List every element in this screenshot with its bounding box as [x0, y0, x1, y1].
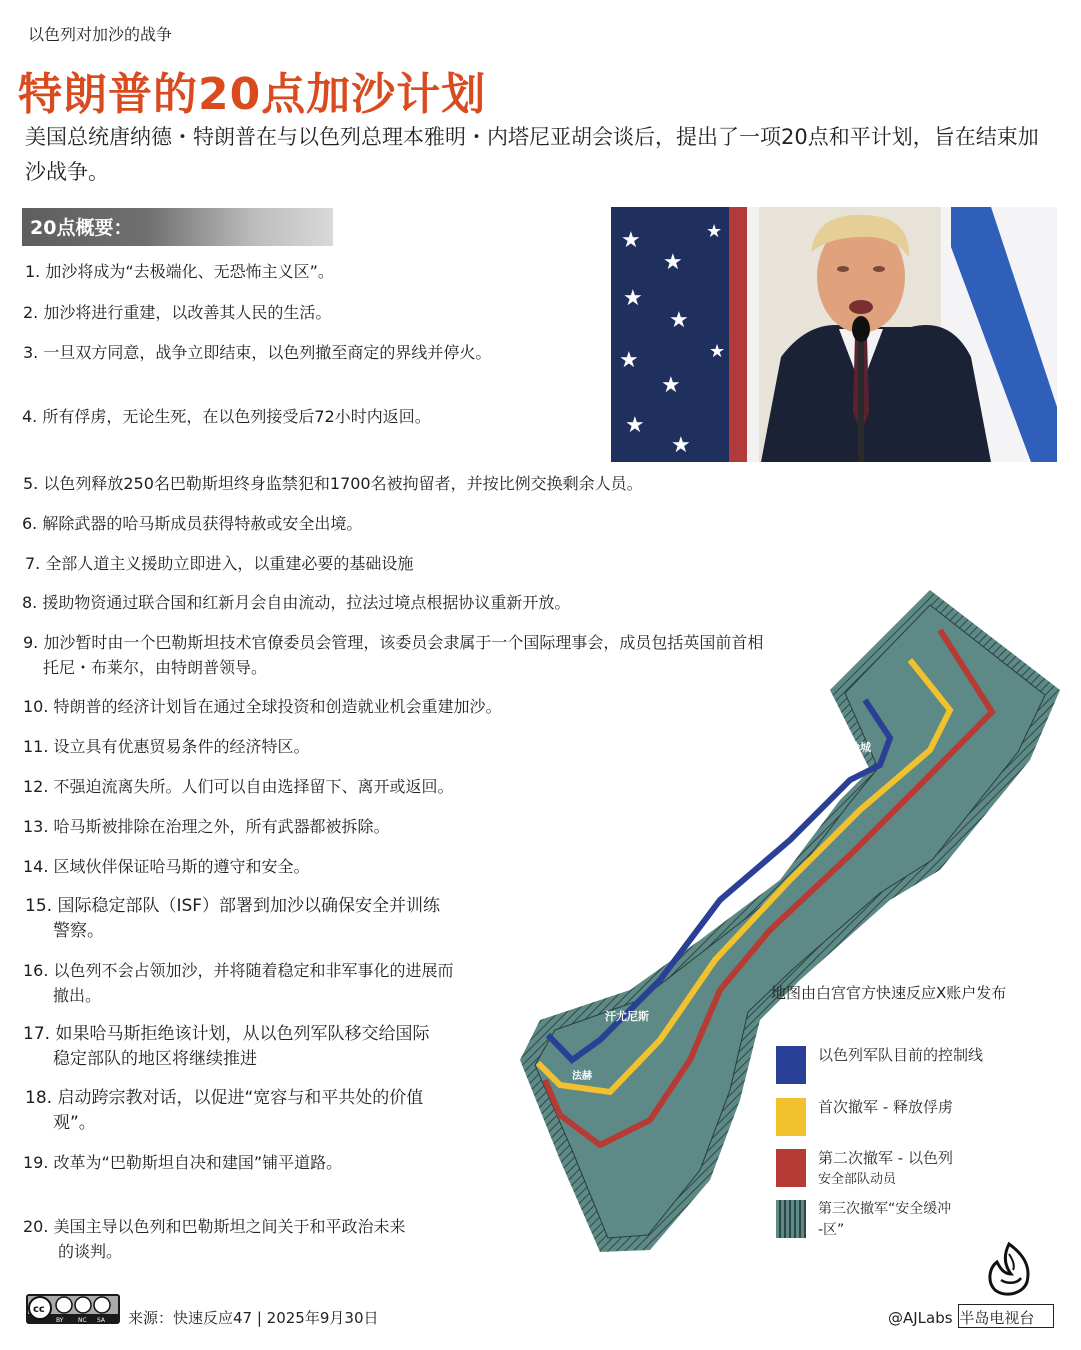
- point-2: 2. 加沙将进行重建，以改善其人民的生活。: [23, 303, 332, 322]
- svg-text:★: ★: [709, 341, 726, 362]
- legend-swatch-first-withdrawal: [776, 1098, 806, 1136]
- svg-text:★: ★: [619, 348, 639, 373]
- legend-swatch-third-withdrawal: [776, 1200, 806, 1238]
- svg-text:★: ★: [663, 250, 683, 275]
- point-4: 4. 所有俘虏，无论生死，在以色列接受后72小时内返回。: [22, 407, 431, 426]
- summary-heading: 20点概要：: [30, 217, 133, 239]
- point-15: 15. 国际稳定部队（ISF）部署到加沙以确保安全并训练 警察。: [25, 896, 441, 941]
- point-20: 20. 美国主导以色列和巴勒斯坦之间关于和平政治未来 的谈判。: [23, 1217, 406, 1261]
- point-5: 5. 以色列释放250名巴勒斯坦终身监禁犯和1700名被拘留者，并按比例交换剩余人员。: [23, 474, 643, 493]
- map-source-note: 地图由白宫官方快速反应X账户发布: [771, 984, 1007, 1002]
- point-19: 19. 改革为“巴勒斯坦自决和建国”铺平道路。: [23, 1153, 343, 1172]
- legend-label-third-withdrawal: 第三次撤军“安全缓冲 -区”: [818, 1201, 952, 1238]
- point-12: 12. 不强迫流离失所。人们可以自由选择留下、离开或返回。: [23, 777, 454, 796]
- point-3: 3. 一旦双方同意，战争立即结束，以色列撤至商定的界线并停火。: [23, 343, 492, 362]
- credit-handle: @AJLabs: [888, 1309, 953, 1327]
- trump-speaking-photo: [611, 207, 1057, 462]
- svg-text:★: ★: [669, 308, 689, 333]
- source-line: 来源：快速反应47 | 2025年9月30日: [128, 1309, 379, 1327]
- creative-commons-badge: [26, 1294, 120, 1324]
- label-rafah: 法赫: [572, 1071, 592, 1082]
- point-14: 14. 区域伙伴保证哈马斯的遵守和安全。: [23, 857, 310, 876]
- point-17: 17. 如果哈马斯拒绝该计划，从以色列军队移交给国际 稳定部队的地区将继续推进: [23, 1024, 430, 1069]
- legend-swatch-current-control: [776, 1046, 806, 1084]
- svg-text:★: ★: [671, 433, 691, 458]
- al-jazeera-logo-icon: [983, 1240, 1035, 1300]
- legend-label-first-withdrawal: 首次撤军 - 释放俘虏: [818, 1098, 953, 1116]
- point-11: 11. 设立具有优惠贸易条件的经济特区。: [23, 737, 310, 756]
- label-gaza-city: 加沙城: [838, 741, 871, 754]
- gaza-strip-land: [535, 605, 1045, 1238]
- svg-text:★: ★: [661, 373, 681, 398]
- point-6: 6. 解除武器的哈马斯成员获得特赦或安全出境。: [22, 514, 363, 533]
- legend-label-second-withdrawal: 第二次撤军 - 以色列 安全部队动员: [818, 1149, 953, 1187]
- point-1: 1. 加沙将成为“去极端化、无恐怖主义区”。: [25, 262, 334, 281]
- point-10: 10. 特朗普的经济计划旨在通过全球投资和创造就业机会重建加沙。: [23, 697, 502, 716]
- label-khan-younis: 汗尤尼斯: [605, 1010, 649, 1023]
- legend-label-current-control: 以色列军队目前的控制线: [818, 1046, 984, 1064]
- page-title: 特朗普的20点加沙计划: [18, 69, 487, 120]
- credit-line: [888, 1307, 1034, 1328]
- svg-text:BY: BY: [56, 1317, 64, 1324]
- legend-swatch-second-withdrawal: [776, 1149, 806, 1187]
- svg-text:★: ★: [706, 221, 723, 242]
- point-8: 8. 援助物资通过联合国和红新月会自由流动，拉法过境点根据协议重新开放。: [22, 593, 571, 612]
- point-13: 13. 哈马斯被排除在治理之外，所有武器都被拆除。: [23, 817, 390, 836]
- point-9: 9. 加沙暂时由一个巴勒斯坦技术官僚委员会管理，该委员会隶属于一个国际理事会，成员包括英国前首相 托尼・布莱尔，由特朗普领导。: [23, 633, 764, 677]
- svg-text:★: ★: [623, 286, 643, 311]
- point-18: 18. 启动跨宗教对话，以促进“宽容与和平共处的价值 观”。: [25, 1088, 424, 1133]
- svg-text:★: ★: [625, 413, 645, 438]
- svg-text:SA: SA: [97, 1317, 106, 1324]
- intro-paragraph: 美国总统唐纳德・特朗普在与以色列总理本雅明・内塔尼亚胡会谈后，提出了一项20点和平计划，旨在结束加沙战争。: [25, 125, 1039, 184]
- svg-text:★: ★: [621, 228, 641, 253]
- svg-text:cc: cc: [33, 1304, 45, 1315]
- svg-text:NC: NC: [78, 1317, 87, 1324]
- credit-outlet: 半岛电视台: [959, 1309, 1035, 1327]
- point-7: 7. 全部人道主义援助立即进入，以重建必要的基础设施: [25, 554, 414, 573]
- kicker: 以色列对加沙的战争: [28, 25, 173, 44]
- point-16: 16. 以色列不会占领加沙，并将随着稳定和非军事化的进展而 撤出。: [23, 961, 454, 1005]
